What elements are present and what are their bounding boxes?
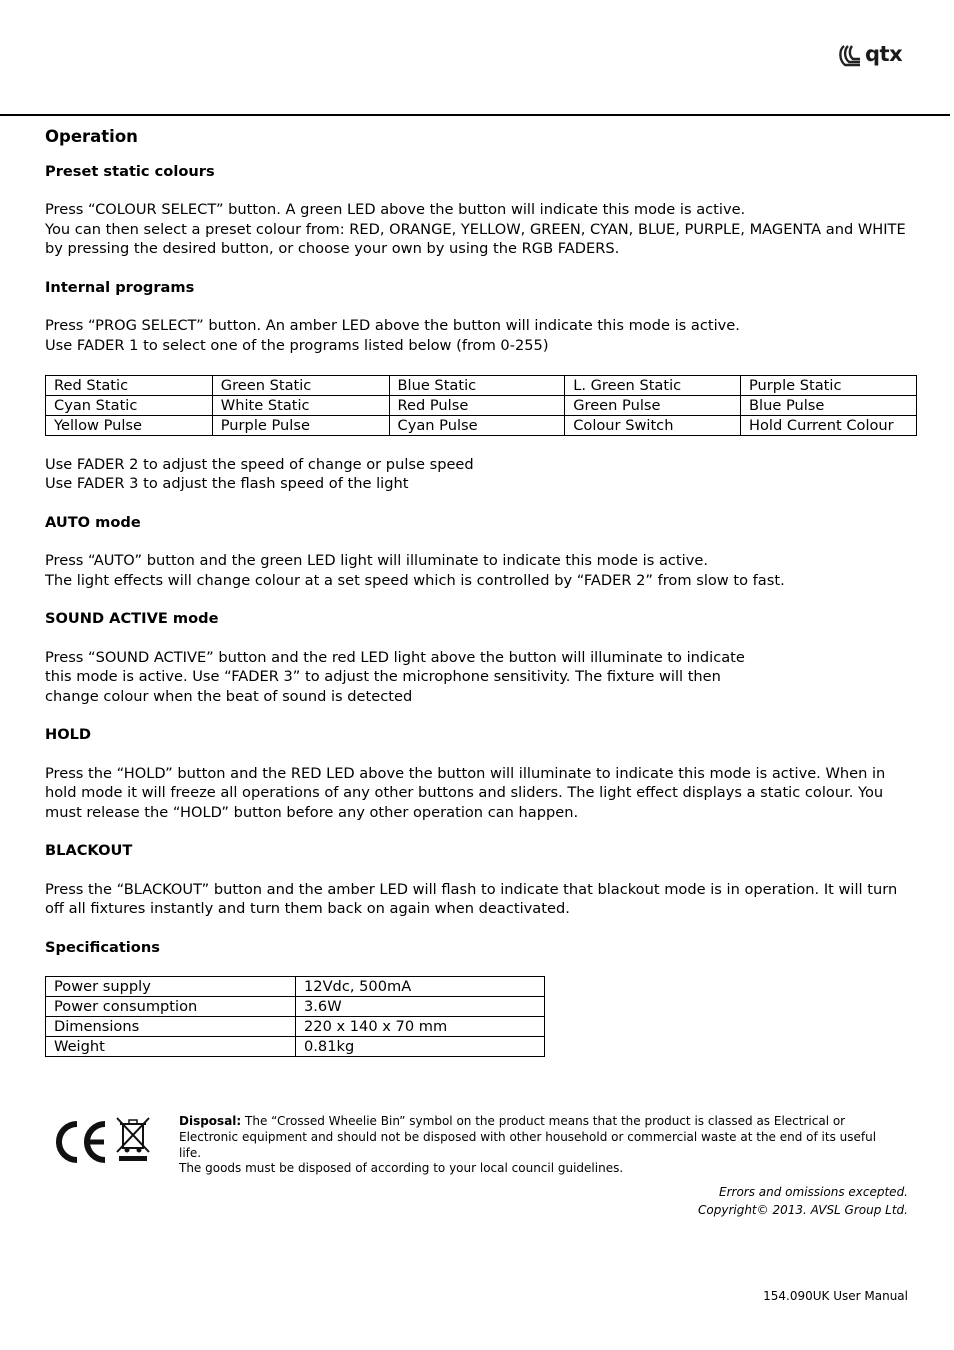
internal-text <box>45 316 917 355</box>
disposal-line: Electronic equipment and should not be disposed with other household or commercial waste at the end of its useful life. <box>179 1129 877 1160</box>
table-cell: Cyan Static <box>46 395 213 415</box>
table-cell: Power supply <box>46 977 296 997</box>
legal-notice <box>698 1183 908 1219</box>
table-row <box>46 1017 545 1037</box>
table-cell: Red Pulse <box>389 395 565 415</box>
crossed-wheelie-bin-icon <box>115 1116 151 1162</box>
internal-line: Press “PROG SELECT” button. An amber LED above the button will indicate this mode is active. <box>45 317 740 335</box>
logo-text: qtx <box>865 42 903 66</box>
table-row <box>46 395 917 415</box>
table-cell: Purple Pulse <box>212 415 389 435</box>
internal-line: Use FADER 1 to select one of the programs listed below (from 0-255) <box>45 336 549 354</box>
operation-title: Operation <box>45 127 138 146</box>
preset-heading: Preset static colours <box>45 163 215 180</box>
sound-heading: SOUND ACTIVE mode <box>45 610 219 628</box>
table-cell: 3.6W <box>296 997 545 1017</box>
sound-line: change colour when the beat of sound is detected <box>45 687 413 705</box>
footer-manual-id: 154.090UK User Manual <box>763 1289 908 1303</box>
disposal-line: The goods must be disposed of according to your local council guidelines. <box>179 1161 624 1176</box>
table-cell: 12Vdc, 500mA <box>296 977 545 997</box>
table-cell: Green Pulse <box>565 395 741 415</box>
auto-line: The light effects will change colour at a set speed which is controlled by “FADER 2” from slow to fast. <box>45 571 785 589</box>
auto-heading: AUTO mode <box>45 513 141 531</box>
hold-heading: HOLD <box>45 726 92 744</box>
table-cell: Colour Switch <box>565 415 741 435</box>
programs-table <box>45 375 917 436</box>
table-cell: L. Green Static <box>565 375 741 395</box>
disposal-icons <box>52 1114 152 1164</box>
auto-line: Press “AUTO” button and the green LED light will illuminate to indicate this mode is active. <box>45 552 708 570</box>
table-row <box>46 977 545 997</box>
specifications-heading: Specifications <box>45 939 160 957</box>
disposal-line: The “Crossed Wheelie Bin” symbol on the product means that the product is classed as Electrical or <box>241 1114 846 1128</box>
table-row <box>46 375 917 395</box>
fader-line: Use FADER 2 to adjust the speed of change or pulse speed <box>45 455 474 473</box>
table-cell: Blue Pulse <box>741 395 917 415</box>
table-cell: Blue Static <box>389 375 565 395</box>
qtx-wave-icon <box>838 44 864 68</box>
hold-text: Press the “HOLD” button and the RED LED above the button will illuminate to indicate this mode is active. When in hold mode it will freeze all operations of any other buttons and sliders. The light effect displays a static colour. You must release the “HOLD” button before any other operation can happen. <box>45 764 886 821</box>
preset-text <box>45 200 917 258</box>
specifications-table <box>45 976 545 1057</box>
table-cell: White Static <box>212 395 389 415</box>
table-cell: Green Static <box>212 375 389 395</box>
table-cell: Weight <box>46 1037 296 1057</box>
table-row <box>46 997 545 1017</box>
blackout-text: Press the “BLACKOUT” button and the amber LED will flash to indicate that blackout mode is in operation. It will turn off all fixtures instantly and turn them back on again when deactivated. <box>45 880 898 918</box>
header-divider <box>0 114 950 116</box>
disposal-text <box>179 1114 899 1177</box>
sound-line: this mode is active. Use “FADER 3” to adjust the microphone sensitivity. The fixture will then <box>45 668 721 686</box>
table-cell: Purple Static <box>741 375 917 395</box>
fader-text <box>45 455 917 494</box>
table-cell: Yellow Pulse <box>46 415 213 435</box>
fader-line: Use FADER 3 to adjust the flash speed of the light <box>45 475 409 493</box>
blackout-heading: BLACKOUT <box>45 842 133 860</box>
main-content <box>45 126 917 1076</box>
preset-line: You can then select a preset colour from: RED, ORANGE, YELLOW, GREEN, CYAN, BLUE, PURPLE, MAGENTA and WHITE by pressing the desired button, or choose your own by using the RGB FADERS. <box>45 220 906 258</box>
table-cell: Cyan Pulse <box>389 415 565 435</box>
errors-text: Errors and omissions excepted. <box>719 1185 908 1199</box>
auto-text <box>45 551 917 590</box>
qtx-logo <box>838 44 908 70</box>
sound-text <box>45 648 917 706</box>
table-cell: Power consumption <box>46 997 296 1017</box>
preset-line: Press “COLOUR SELECT” button. A green LED above the button will indicate this mode is active. <box>45 201 746 219</box>
table-cell: Red Static <box>46 375 213 395</box>
ce-mark-icon <box>52 1118 108 1166</box>
table-cell: 220 x 140 x 70 mm <box>296 1017 545 1037</box>
table-row <box>46 415 917 435</box>
table-cell: Dimensions <box>46 1017 296 1037</box>
copyright-text: Copyright© 2013. AVSL Group Ltd. <box>698 1203 908 1217</box>
sound-line: Press “SOUND ACTIVE” button and the red LED light above the button will illuminate to indicate <box>45 648 745 666</box>
table-cell: 0.81kg <box>296 1037 545 1057</box>
internal-heading: Internal programs <box>45 279 195 297</box>
table-row <box>46 1037 545 1057</box>
table-cell: Hold Current Colour <box>741 415 917 435</box>
disposal-label: Disposal: <box>179 1114 242 1128</box>
